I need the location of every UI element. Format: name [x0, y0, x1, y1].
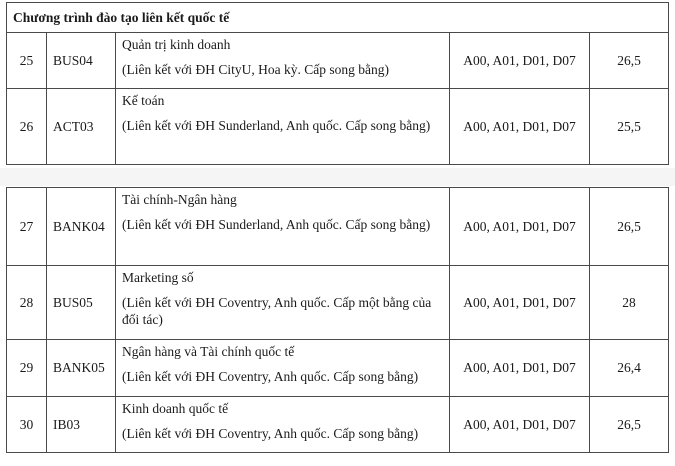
program-name: Quản trị kinh doanh: [122, 37, 231, 52]
table-row: [7, 188, 669, 266]
admission-table-part-2: [6, 187, 669, 453]
subject-blocks: A00, A01, D01, D07: [450, 33, 590, 89]
row-number: 28: [7, 266, 47, 340]
program-note: (Liên kết với ĐH Coventry, Anh quốc. Cấp song bằng): [122, 426, 419, 441]
program-name: Kế toán: [122, 93, 165, 108]
table-row: [7, 266, 669, 340]
program-code: BUS04: [47, 33, 116, 89]
program-cell: [116, 340, 450, 397]
admission-score: 26,5: [590, 33, 669, 89]
subject-blocks: A00, A01, D01, D07: [450, 188, 590, 266]
admission-score: 26,5: [590, 188, 669, 266]
program-note: (Liên kết với ĐH Sunderland, Anh quốc. Cấp song bằng): [122, 118, 431, 133]
program-name: Ngân hàng và Tài chính quốc tế: [122, 344, 295, 359]
row-number: 26: [7, 89, 47, 165]
program-code: IB03: [47, 397, 116, 453]
section-header-row: [7, 3, 669, 33]
program-note: (Liên kết với ĐH CityU, Hoa kỳ. Cấp song bằng): [122, 62, 389, 77]
row-number: 30: [7, 397, 47, 453]
program-code: BANK05: [47, 340, 116, 397]
program-cell: [116, 266, 450, 340]
admission-table-part-1: [6, 2, 669, 165]
subject-blocks: A00, A01, D01, D07: [450, 89, 590, 165]
program-name: Tài chính-Ngân hàng: [122, 192, 237, 207]
program-code: BANK04: [47, 188, 116, 266]
row-number: 27: [7, 188, 47, 266]
subject-blocks: A00, A01, D01, D07: [450, 397, 590, 453]
program-name: Kinh doanh quốc tế: [122, 401, 229, 416]
program-name: Marketing số: [122, 270, 194, 285]
admission-score: 26,5: [590, 397, 669, 453]
program-note: (Liên kết với ĐH Coventry, Anh quốc. Cấp một bằng của đối tác): [122, 295, 432, 327]
admission-score: 25,5: [590, 89, 669, 165]
section-title: Chương trình đào tạo liên kết quốc tế: [7, 3, 669, 33]
program-code: BUS05: [47, 266, 116, 340]
program-cell: [116, 33, 450, 89]
page-break-gap: [0, 168, 675, 186]
subject-blocks: A00, A01, D01, D07: [450, 266, 590, 340]
admission-score: 28: [590, 266, 669, 340]
subject-blocks: A00, A01, D01, D07: [450, 340, 590, 397]
row-number: 25: [7, 33, 47, 89]
admission-score: 26,4: [590, 340, 669, 397]
program-note: (Liên kết với ĐH Coventry, Anh quốc. Cấp song bằng): [122, 369, 419, 384]
table-row: [7, 33, 669, 89]
program-code: ACT03: [47, 89, 116, 165]
program-note: (Liên kết với ĐH Sunderland, Anh quốc. Cấp song bằng): [122, 217, 431, 232]
program-cell: [116, 89, 450, 165]
table-row: [7, 89, 669, 165]
program-cell: [116, 397, 450, 453]
table-row: [7, 340, 669, 397]
row-number: 29: [7, 340, 47, 397]
program-cell: [116, 188, 450, 266]
table-row: [7, 397, 669, 453]
